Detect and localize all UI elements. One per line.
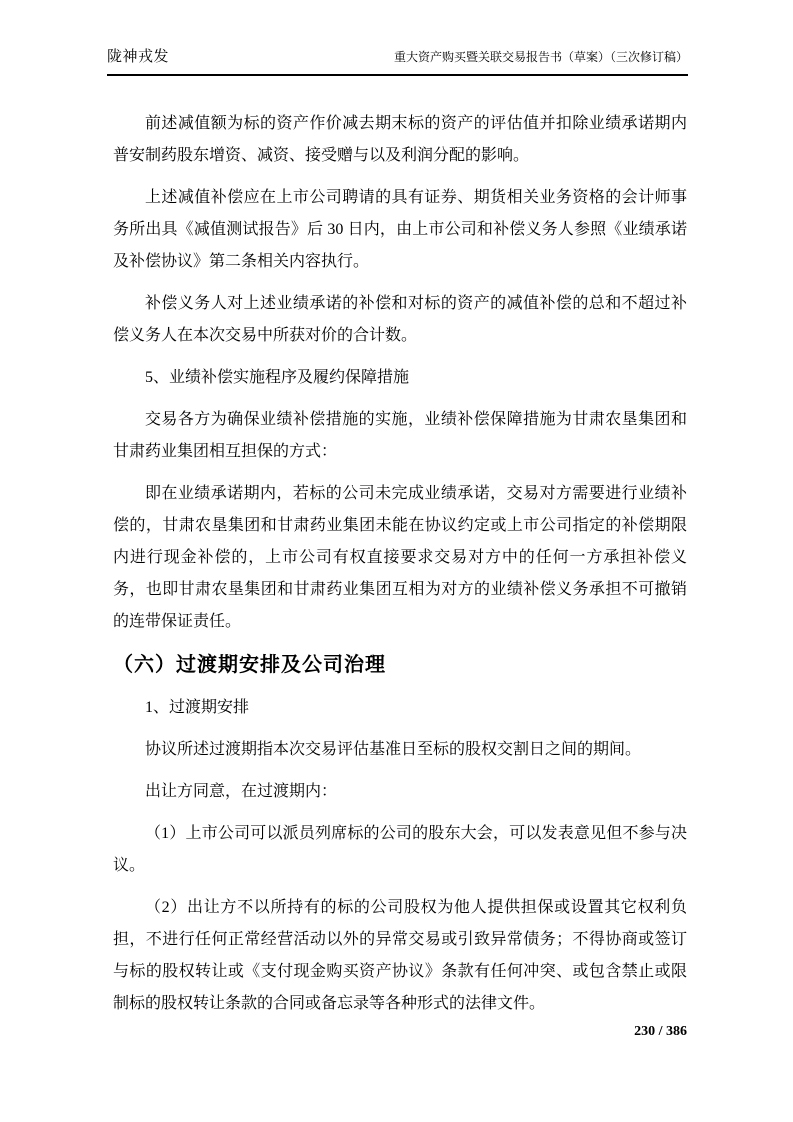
paragraph: 交易各方为确保业绩补偿措施的实施，业绩补偿保障措施为甘肃农垦集团和甘肃药业集团相互担保的方式： [113,411,687,460]
page-number: 230 / 386 [634,1024,687,1039]
paragraph: 即在业绩承诺期内，若标的公司未完成业绩承诺，交易对方需要进行业绩补偿的，甘肃农垦集团和甘肃药业集团未能在协议约定或上市公司指定的补偿期限内进行现金补偿的，上市公司有权直接要求交易对方中的任何一方承担补偿义务，也即甘肃农垦集团和甘肃药业集团互相为对方的业绩补偿义务承担不可撤销的连带保证责任。 [113,485,687,630]
header-company-name: 陇神戎发 [107,49,170,65]
page-footer [107,1022,687,1040]
section-heading-transition-period: （六）过渡期安排及公司治理 [113,654,386,676]
paragraph: 出让方同意，在过渡期内： [145,783,338,800]
header-report-title: 重大资产购买暨关联交易报告书（草案）（三次修订稿） [393,50,688,64]
paragraph: 上述减值补偿应在上市公司聘请的具有证券、期货相关业务资格的会计师事务所出具《减值测试报告》后 30 日内，由上市公司和补偿义务人参照《业绩承诺及补偿协议》第二条相关内容执行。 [113,189,687,270]
page-header [107,48,688,76]
paragraph: （1）上市公司可以派员列席标的公司的股东大会，可以发表意见但不参与决议。 [113,825,687,874]
paragraph: 补偿义务人对上述业绩承诺的补偿和对标的资产的减值补偿的总和不超过补偿义务人在本次交易中所获对价的合计数。 [113,295,687,344]
document-body [113,76,687,1030]
sub-heading-performance-compensation: 5、业绩补偿实施程序及履约保障措施 [145,369,410,386]
paragraph: 前述减值额为标的资产作价减去期末标的资产的评估值并扣除业绩承诺期内普安制药股东增资、减资、接受赠与以及利润分配的影响。 [113,115,687,164]
paragraph: （2）出让方不以所持有的标的公司股权为他人提供担保或设置其它权利负担，不进行任何正常经营活动以外的异常交易或引致异常债务；不得协商或签订与标的股权转让或《支付现金购买资产协议》条款有任何冲突、或包含禁止或限制标的股权转让条款的合同或备忘录等各种形式的法律文件。 [113,899,687,1012]
paragraph: 协议所述过渡期指本次交易评估基准日至标的股权交割日之间的期间。 [145,741,642,758]
sub-heading-transition-arrangement: 1、过渡期安排 [145,699,250,716]
